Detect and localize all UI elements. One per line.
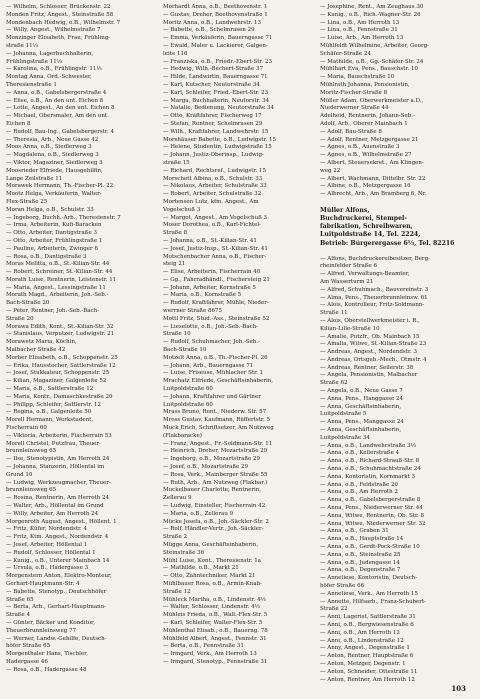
directory-entry: — Anna, Witwe, Niederwerner Str. 32 xyxy=(320,520,426,527)
directory-entry: Mross Gustav, Kaufmann, Rüffertstr. 5 xyxy=(163,417,270,424)
directory-entry: werrner Straße 8675 xyxy=(163,308,222,315)
directory-entry: weg 22 xyxy=(320,167,341,174)
directory-entry: Zellerau 9 xyxy=(163,495,192,502)
directory-entry: — Johanna, Lagerbuchhalterin, xyxy=(6,50,94,57)
directory-entry: — Alois, Kontrolleur, Fritz-Soldmann- xyxy=(320,302,425,309)
directory-entry: — Anna, o.B., Gerdt-Pock-Straße 10 xyxy=(320,544,420,551)
directory-entry: Bach-Straße 10 xyxy=(163,347,207,354)
directory-entry: Frühlingstraße 11⅓ xyxy=(6,58,63,65)
directory-entry: Schäfer-Straße 24 xyxy=(320,50,372,57)
directory-entry: Morell Hermann, Werkstudent, xyxy=(6,417,94,424)
directory-entry: brunnleinsweg 65 xyxy=(6,448,57,455)
directory-entry: Straße 62 xyxy=(320,380,348,387)
directory-entry: — Rudolf, Schuhmacher, Joh.-Seb.- xyxy=(163,339,261,346)
directory-entry: — Walter, Arb., Höllental im Grund xyxy=(6,503,104,509)
directory-entry: — Alfred, Schuhmach., Bauvereinstr. 3 xyxy=(320,286,429,293)
directory-entry: Muckelbauer Charlotte, Rentnerin, xyxy=(163,487,262,494)
directory-entry: Theuerbrunnleinsweg 77 xyxy=(6,627,77,634)
directory-entry: Mühl Luise, Kont., Theresienstr. 1a xyxy=(163,557,262,564)
directory-entry: — Johanna, Stanzerin, Höllental im xyxy=(6,464,105,471)
directory-entry: — Alma, Pens., Theuerbrunnleinsw. 61 xyxy=(320,294,428,301)
directory-entry: — Anna, o.B., Kellerstraße 4 xyxy=(320,450,400,457)
directory-entry: Adelheid, Rentnerin, Johann-Seb.- xyxy=(320,113,415,120)
directory-entry: Moser Dorothea, o.B., Karl-Fichtel- xyxy=(163,222,262,229)
directory-entry: — Irmgard, Stenotyp., Fennstraße 31 xyxy=(163,658,268,665)
directory-entry: — Rosa, o.B., Dantigstraße 3 xyxy=(6,253,87,260)
directory-entry: — Irma, Arbeiterin, Kufi-Baracken xyxy=(6,222,102,229)
directory-entry: — Anna, Pens., Niederwerner Str. 44 xyxy=(320,505,423,512)
directory-entry: — Alfons, Buchdruckereibesitzer, Berg- xyxy=(320,255,430,262)
directory-entry: Mrachatz Elfriede, Geschäftsinhaberin, xyxy=(163,378,274,385)
directory-entry: — Franziska, o.B., Friedr.-Ebert-Str. 23 xyxy=(163,58,272,65)
directory-entry: Mücke Josefa, o.B., Joh.-Säckler-Str. 2 xyxy=(163,518,269,525)
directory-entry: — Otto, Zahntechniker, Markt 21 xyxy=(163,573,256,580)
directory-entry: — Rolf, Händler-Vertr., Joh.-Säckler- xyxy=(163,526,264,533)
directory-entry: Luitpoldstraße 60 xyxy=(163,401,213,408)
directory-entry: — Otto, Arbeiter, Dantigstraße 3 xyxy=(6,230,97,237)
directory-entry: Grund 10 xyxy=(6,471,33,478)
directory-entry: — Otto, Kraftfahrer, Fischerweg 17 xyxy=(163,113,262,120)
directory-entry: — Alfred, Verwaltungs-Beamter, xyxy=(320,271,410,278)
directory-entry: — Helene, Studentin, Ludwigstraße 15 xyxy=(163,144,272,151)
directory-entry: höfer Straße 65 xyxy=(6,643,51,650)
directory-entry: Betrieb: Bürgerergasse 6⅓, Tel. 82216 xyxy=(320,239,455,247)
directory-entry: — Viktor, Magaziner, Siedlerweg 3 xyxy=(6,159,103,166)
directory-entry: Monden Fritz, Angest., Steinstraße 58 xyxy=(6,11,114,18)
directory-entry: — Anna, o.B., Judengasse 14 xyxy=(320,559,400,566)
directory-entry: — Anna, Witwe, Rentnerin, Ob. Str. 8 xyxy=(320,512,424,519)
directory-entry: — Anna, o.B., Schuhmachtstraße 24 xyxy=(320,466,421,473)
directory-entry: — Fritz, Küfer, Nordendstr. 4 xyxy=(6,526,88,533)
directory-entry: — Karl, Kutscher, Neutorstraße 34 xyxy=(163,81,260,88)
directory-entry: — Maria, o.B., Zellerau 9 xyxy=(163,510,234,517)
directory-entry: — Peter, Rentner, Joh.-Seb.-Bach- xyxy=(6,308,100,315)
directory-entry: Straße 65 xyxy=(6,596,34,603)
directory-entry: — Mathilde, o.B., Gg.-Schäfer-Str. 24 xyxy=(320,58,424,65)
directory-entry: — Heinrich, Dreher, Mozartstraße 29 xyxy=(163,448,268,455)
directory-entry: Mühlfeldt Wilhelmine, Arbeiter, Georg- xyxy=(320,42,429,49)
directory-entry: — Anna, Geschäftsinhaberin, xyxy=(320,403,402,410)
directory-entry: Straße 10 xyxy=(163,331,191,338)
directory-entry: Vogelschuß 3 xyxy=(163,206,201,213)
directory-entry: — Johann, Arbeiter, Kornstraße 5 xyxy=(163,284,256,291)
directory-entry: — Anni, o.B., Am Herroth 12 xyxy=(320,629,400,636)
directory-entry: — Anna, o.B., Hauptstraße 14 xyxy=(320,536,404,543)
directory-entry: — Gg., Fahrradhändl., Fischersteig 21 xyxy=(163,276,270,283)
directory-entry: — Rudolf, Bau-Ing., Gabelsbergerstr. 4 xyxy=(6,128,114,135)
directory-entry: — Regina, o.B., Galgenleite 50 xyxy=(6,409,92,416)
directory-entry: — Günter, Bäcker und Konditor, xyxy=(6,619,95,626)
directory-entry: — Adolf, Rentner, Metzgergasse 21 xyxy=(320,136,419,143)
directory-entry: — Adolf, Bau-Straße 8 xyxy=(320,128,382,135)
directory-entry: — Rudolf, Schlosser, Höllental 1 xyxy=(6,549,96,556)
directory-entry: Muck Erich, Schriftsetzer, Am Nutzweg xyxy=(163,425,274,432)
directory-entry: — Anton, Rentner, Am Herroth 12 xyxy=(320,676,415,683)
directory-entry: — Amalia, Witwe, St.-Kilian-Straße 23 xyxy=(320,341,427,348)
directory-column xyxy=(163,4,317,684)
directory-entry: Adolf, Arb., Oberer Mainbach 1 xyxy=(320,120,408,127)
directory-entry: Montag Anna, Ord.-Schwester, xyxy=(6,74,92,81)
directory-entry: — Anna, o.B., Gabelsbergerstraße 8 xyxy=(320,497,421,504)
directory-entry: — Josef, Justiz-Insp., St.-Kilian-Str. 41 xyxy=(163,245,268,252)
directory-entry: Straße 12 xyxy=(163,588,191,595)
directory-entry: — Johanna, o.B., St.-Kilian-Str. 41 xyxy=(163,237,257,244)
directory-entry: — Maria, Bauschstraße 10 xyxy=(320,74,395,81)
directory-entry: — Johann, Justiz-Oberinsp., Ludwig- xyxy=(163,152,264,159)
directory-entry: — Karl, Schleifer, Walter-Flex-Str. 5 xyxy=(163,619,263,626)
directory-entry: — Anny, Angest., Degenstraße 1 xyxy=(320,645,410,652)
directory-entry: — Anneliese, Verk., Am Herroth 15 xyxy=(320,590,418,597)
directory-entry: Moos Anna, o.B., Siedlerweg 3 xyxy=(6,144,92,151)
directory-entry: Steinstraße 36 xyxy=(163,549,205,556)
directory-entry: — Rosina, Rentnerin, Am Herroth 24 xyxy=(6,495,110,502)
directory-entry: Mrass Bruno, Rent., Niederw. Str. 57 xyxy=(163,409,267,416)
directory-entry: — Margot, Angest., Am Vogelschuß 3 xyxy=(163,214,268,221)
directory-entry: — Karl, Schleifer, Fried.-Ebert-Str. 23 xyxy=(163,89,269,96)
directory-entry: — Irmgard, Verk., Am Herroth 13 xyxy=(163,651,257,658)
directory-entry: — Josef, Stukkateur, Schoppenstr. 25 xyxy=(6,370,110,377)
directory-entry: — Theresia, Arb., Neue Gasse 42 xyxy=(6,136,99,143)
directory-entry: — Lieselotte, o.B., Joh.-Seb.-Bach- xyxy=(163,323,259,330)
directory-entry: Morshäuser Babette, o.B., Ludwigstr. 15 xyxy=(163,136,276,143)
directory-entry: — Anna, Pens., Manggasse 24 xyxy=(320,419,404,426)
directory-entry: höfer Straße 66 xyxy=(320,583,365,589)
directory-entry: Straße 11 xyxy=(320,310,348,317)
directory-entry: Moras Melitta, o.B., St.-Kilian-Str. 44 xyxy=(6,261,110,268)
directory-entry: — Amalie, Putzfr., Ob. Mainbach 15 xyxy=(320,333,420,340)
directory-entry: Morgenthaler Hans, Tischler, xyxy=(6,651,88,658)
directory-entry: — Anni, Lagerist, Sattlerstraße 31 xyxy=(320,614,416,621)
directory-columns xyxy=(6,4,474,684)
directory-entry: — Albine, o.B., Metzgergasse 16 xyxy=(320,183,411,190)
directory-entry: — Kunig., o.B., Unterer Mainbach 14 xyxy=(6,557,110,564)
directory-entry: — Viktoria, Arbeiterin, Fischerrain 53 xyxy=(6,432,112,439)
directory-entry: — Annette, Hilfsarb., Franz-Schubert- xyxy=(320,598,427,605)
directory-entry: — Elise, Arbeiterin, Fischerrain 40 xyxy=(163,269,261,276)
directory-entry: — Karolina, o.B., Frühlingstr. 11⅓ xyxy=(6,66,102,73)
directory-entry: rheinfelder Straße 6 xyxy=(320,263,377,270)
directory-entry: — Ludwig, Werkzeugmacher, Theuer- xyxy=(6,479,111,486)
directory-entry: — Ingeborg, o.B., Mozartstraße 29 xyxy=(163,456,261,463)
directory-entry: Mügge Anna, Geschäftsinhaberin, xyxy=(163,541,259,548)
directory-entry: Flex-Straße 25 xyxy=(6,198,48,205)
directory-entry: Kilian-Lille-Straße 10 xyxy=(320,325,380,332)
directory-entry: — Berta, Arb., Gerhart-Hauptmann- xyxy=(6,604,107,611)
directory-entry: (Flakbaracke) xyxy=(163,432,202,439)
directory-entry: Morawetz Maria, Köchin, xyxy=(6,339,77,346)
directory-entry: Mühlbauer Rosa, o.B., Armin-Knab- xyxy=(163,580,263,587)
directory-entry: — Anton, Schneider, Ottestraße 11 xyxy=(320,668,418,675)
directory-entry: Morath Magd., Arbeiterin, Joh.-Seb.- xyxy=(6,292,109,299)
directory-entry: straße 15 xyxy=(163,159,190,166)
directory-entry: — Willy, Arbeiter, Am Herroth 24 xyxy=(6,510,99,517)
directory-entry: Moritz Anna, o.B., Landwehrstr. 13 xyxy=(163,19,261,26)
directory-column xyxy=(6,4,160,684)
directory-entry: — Wilhelm, Schlosser, Brückenstr. 22 xyxy=(6,4,111,10)
directory-entry: Mortensen Lutz, kfm. Angest., Am xyxy=(163,198,259,205)
directory-entry: Mühlhart Eva, Pens., Bauschstr. 10 xyxy=(320,66,418,73)
directory-entry: fabrikation, Schreibwaren, xyxy=(320,223,413,231)
directory-entry: — Werner, Landw.-Gehilfe, Deutsch- xyxy=(6,635,107,642)
directory-entry: — Kilian, Magaziner, Galgenleite 52 xyxy=(6,378,107,385)
directory-entry: — Ilse, Stenotypistin, Am Herroth 24 xyxy=(6,456,110,463)
directory-entry: — Elise, o.B., An den unt. Eichen 8 xyxy=(6,97,104,104)
directory-entry: — Anna, o.B., Gabelsbergerstraße 4 xyxy=(6,89,107,96)
directory-entry: Mühlenthal Elisab., o.B., Bauerng. 78 xyxy=(163,627,268,634)
directory-entry: Fischerrain 60 xyxy=(6,425,47,432)
directory-entry: — Josephine, Rent., Am Zeughaus 30 xyxy=(320,4,424,10)
directory-entry xyxy=(320,199,474,207)
directory-entry: — Andreas, Angest., Nordendstr. 3 xyxy=(320,349,417,356)
directory-entry: straße 11⅓ xyxy=(6,42,38,49)
directory-entry: — Kunig., o.B., Rich.-Wagner-Str. 26 xyxy=(320,11,421,18)
directory-entry: — Michael, Obersmaler, Am den unt. xyxy=(6,113,109,120)
directory-entry: — Philipp, Schleifer, Sattlerstr. 12 xyxy=(6,401,101,408)
directory-entry: — Anna, o.B., Steinstraße 25 xyxy=(320,551,401,558)
directory-entry: — Stanislaus, Verputzer, Ludwigstr. 21 xyxy=(6,331,115,338)
directory-entry: — Anneliese, Kontoristin, Deutsch- xyxy=(320,575,418,582)
directory-entry: — Pauline, Arbeiterin, Zwinger 6 xyxy=(6,245,98,252)
directory-entry: — Richard, Rechtsref., Ludwigstr. 15 xyxy=(163,167,266,174)
directory-entry: — Willy, Angest., Wilhelmstraße 7 xyxy=(6,27,101,34)
directory-entry: — Walter, Schlosser, Lindenstr. 4⅓ xyxy=(163,604,260,611)
directory-entry: — Anna, o.B., Graben 31 xyxy=(320,528,389,535)
directory-entry: — Fritz, Ktm. Angest., Nordendstr. 4 xyxy=(6,534,109,541)
directory-entry: — Rudolf, Kraftfahrer, Mühle, Nieder- xyxy=(163,300,269,307)
directory-entry: Luitpoldstraße 5 xyxy=(320,411,367,418)
directory-entry: Lange Zeilstraße 11 xyxy=(6,175,63,182)
directory-entry: steig 21 xyxy=(163,261,186,268)
directory-entry: — Natalie, Bedienung, Neutorstraße 34 xyxy=(163,105,274,112)
directory-entry: — Franz, Angest., Fr.-Soldmann-Str. 11 xyxy=(163,440,273,447)
directory-entry: Moosrieder Elfriede, Hausgehilfin, xyxy=(6,167,103,174)
directory-entry: Buchdruckerei, Stempel- xyxy=(320,214,407,222)
directory-entry: Morhardt Anna, o.B., Beethovenstr. 1 xyxy=(163,4,268,10)
directory-entry: Morath Luise, Rentnerin, Leistenstr. 11 xyxy=(6,276,117,283)
directory-entry: Morgenroth August, Angest., Höllent. 1 xyxy=(6,518,117,525)
directory-entry: — Ludwig, Einsteller, Fischerrain 42 xyxy=(163,503,266,509)
directory-entry: — Albert, Wachmann, Dittelbr. Str. 22 xyxy=(320,175,426,182)
directory-entry: — Babette, Stenotyp., Deutschhöfer xyxy=(6,588,107,595)
directory-entry: — Josef, Arbeiter, Höllental 1 xyxy=(6,541,88,548)
directory-entry: Monzinger Elisabeth, Frau, Frühling- xyxy=(6,35,111,42)
directory-entry: — Anton, Rentner, Hauptstraße 6 xyxy=(320,653,414,660)
directory-entry: — Mathilde, o.B., Markt 21 xyxy=(163,565,239,572)
directory-entry: — Luise, Arb., Am Herroth 13 xyxy=(320,35,404,42)
directory-entry: — Anna, o.B., Landwehrstraße 3⅓ xyxy=(320,442,416,449)
directory-entry: Eichen 8 xyxy=(6,120,31,127)
directory-entry: — Robert, Arbeiter, Schulstraße 32 xyxy=(163,191,262,198)
directory-entry: — Gustav, Dreher, Beethovenstraße 1 xyxy=(163,11,268,18)
directory-entry: — Marga, Buchhalterin, Neutorstr. 34 xyxy=(163,97,270,104)
directory-entry: — Otto, Arbeiter, Frühlingstraße 1 xyxy=(6,237,103,244)
directory-entry: — Albrecht, Arb., Am Bramberg 6, Nr. xyxy=(320,191,427,198)
directory-entry: — Agnes, o.B., Wilhelmstraße 27 xyxy=(320,152,412,159)
directory-entry: Straße 20 xyxy=(6,315,34,322)
directory-entry: Luitpoldstraße 34 xyxy=(320,434,370,441)
directory-entry: Mootz Helga, Verkäuferin, Walter- xyxy=(6,191,102,198)
directory-entry: — Emma, Verkäuferin, Bauerngasse 71 xyxy=(163,35,273,42)
directory-entry: Hadergasse 46 xyxy=(6,658,48,665)
directory-entry: — Anna, Kontoristin, Kornmarkt 3 xyxy=(320,473,415,480)
directory-entry: Mondenbach Hedwig, o.B., Wilhelmstr. 7 xyxy=(6,19,121,26)
directory-entry: Mühleck Martha, o.B., Lindenstr. 4⅓ xyxy=(163,596,266,603)
directory-entry: Straße 4 xyxy=(6,612,31,619)
directory-entry: — Maria, o.B., Kornstraße 5 xyxy=(163,292,242,299)
directory-entry: — Lina, o.B., Am Herroth 13 xyxy=(320,19,400,26)
directory-entry: Morawek Hermann, Th.-Fischer-Pl. 22 xyxy=(6,183,114,190)
directory-entry: — Andreas, Rentner, Seilerstr. 38 xyxy=(320,364,414,371)
directory-entry: Müller Alfons, xyxy=(320,206,370,214)
directory-entry: — Josef, o.B., Mozartstraße 29 xyxy=(163,464,249,471)
directory-entry: — Maria, Kontr., Damaschkestraße 20 xyxy=(6,393,113,400)
directory-entry: Straße 22 xyxy=(320,606,348,613)
directory-entry: Gerhart-Hauptmann-Str. 4 xyxy=(6,580,80,587)
directory-entry: Morschett Albina, o.B., Schulstr. 33 xyxy=(163,175,263,182)
directory-entry: — Hedwig, Wilh.-Bechert-Straße 37 xyxy=(163,66,263,73)
directory-entry: — Hilde, Landwirtin, Bauerngasse 71 xyxy=(163,74,268,81)
directory-entry: Morber Elisabeth, o.B., Schoppenstr. 25 xyxy=(6,354,118,361)
directory-entry: — Lotte, Angest., An den unt. Eichen 8 xyxy=(6,105,115,112)
directory-entry: — Anna, o.B., Richard-Strauß-Str. 8 xyxy=(320,458,420,465)
directory-entry: — Ingeborg, Buchh.-Arb., Theresienstr. 7 xyxy=(6,214,121,221)
page-number: 103 xyxy=(451,684,466,693)
directory-entry: — Babette, o.B., Schelmrasen 29 xyxy=(163,27,255,34)
directory-entry: Morawa Edith, Kont., St.-Kilian-Str. 32 xyxy=(6,323,114,330)
directory-entry: — Ewald, Maler u. Lackierer, Galgen- xyxy=(163,42,268,49)
directory-entry: Niederwerner Straße 44 xyxy=(320,105,389,112)
directory-entry: brunnleinsweg 65 xyxy=(6,487,57,494)
directory-entry: — Wilh., Kraftfahrer, Landwehrstr. 15 xyxy=(163,128,269,135)
directory-entry: — Magdalena, o.B., Siedlerweg 3 xyxy=(6,152,99,159)
directory-entry: — Ursula, o.B., Hadergasse 3 xyxy=(6,565,89,572)
directory-entry: — Luise, Friseuse, Mühlacher Str. 1 xyxy=(163,370,264,377)
directory-entry: — Anna, o.B., Feldstraße 20 xyxy=(320,481,398,488)
directory-entry: Mühlfeld Albert, Angest., Fennstr. 31 xyxy=(163,635,267,642)
directory-entry: — Alois, Oberstellwerkmeister i. R., xyxy=(320,317,420,324)
directory-entry: Motschenbacher Anna, o.B., Fischer- xyxy=(163,253,267,260)
directory-entry: Luitpoldstraße 60 xyxy=(163,386,213,393)
directory-entry: Mühleis Frieda, o.B., Wall.-Flex-Str. 5 xyxy=(163,612,268,619)
directory-entry: — Andreas, Ortsgeb.-Mech., Otmstr. 4 xyxy=(320,356,427,363)
directory-entry: Straße 8 xyxy=(163,230,188,237)
directory-entry: — Johann, Arb., Bauerngasse 71 xyxy=(163,362,254,369)
directory-entry: — Anna, Pens., Hanggasse 24 xyxy=(320,395,403,402)
directory-entry: — Lina, o.B., Fennstraße 31 xyxy=(320,27,398,34)
directory-entry: Moran Helga, o.B., Schulstr. 33 xyxy=(6,206,94,213)
directory-entry: Mühlrath Johanna, Pensionistin, xyxy=(320,81,410,88)
directory-entry: — Maria, Angest., Lessingstraße 11 xyxy=(6,284,106,291)
directory-entry: — Ruth, Arb., Am Nutzweg (Flakbar.) xyxy=(163,479,268,486)
directory-entry: Straße 2 xyxy=(163,534,188,541)
directory-entry: Theresienstraße 1 xyxy=(6,81,57,88)
directory-entry: Luitpoldstraße 14, Tel. 2224, xyxy=(320,231,421,239)
directory-entry: — Rosa, o.B., Hadergasse 48 xyxy=(6,666,87,673)
directory-entry: Mottl Fritz, Stud.-Ass., Steinstraße 52 xyxy=(163,315,270,322)
directory-entry: — Rosa, Verk., Mainberger Straße 55 xyxy=(163,471,268,478)
directory-entry: — Agnes, o.B., Auenstraße 3 xyxy=(320,144,400,151)
directory-entry xyxy=(320,248,474,256)
directory-entry: — Maria, o.B., Sattlerstraße 12 xyxy=(6,386,94,393)
directory-entry: — Anton, Metzger, Degenstr. 1 xyxy=(320,660,406,667)
directory-entry: — Angela, o.B., Neue Gasse 7 xyxy=(320,388,403,395)
directory-entry: Moritz-Fischer-Straße 8 xyxy=(320,89,388,96)
directory-entry: — Anna, o.B., Am Herroth 2 xyxy=(320,489,398,496)
directory-entry: Am Wasserturm 21 xyxy=(320,278,374,285)
directory-entry: — Berta, o.B., Fennstraße 31 xyxy=(163,643,244,650)
directory-entry: — Angela, Pensionistin, Malbacher xyxy=(320,372,418,379)
directory-entry: leite 116 xyxy=(163,50,188,57)
directory-column xyxy=(320,4,474,684)
directory-entry: — Albert, Steuersekret., Am Klingen- xyxy=(320,159,424,166)
directory-entry: — Anni, o.B., Lindenstraße 12 xyxy=(320,637,404,644)
directory-entry: Morell Christel, Putzfrau, Theuer- xyxy=(6,440,101,447)
directory-entry: — Anna, o.B., Degenstraße 7 xyxy=(320,567,401,574)
directory-entry: Malbacher Straße 42 xyxy=(6,347,66,354)
directory-entry: — Johann, Kraftfahrer und Gärtner xyxy=(163,393,261,400)
directory-entry: — Anni, o.B., Bergwiesenstraße 6 xyxy=(320,621,414,628)
directory-entry: Motzelt Anna, o.B., Th.-Fischer-Pl. 26 xyxy=(163,354,268,361)
directory-entry: Bach-Straße 20 xyxy=(6,300,50,307)
directory-entry: — Anna, Geschäftsinhaberin, xyxy=(320,427,402,434)
directory-entry: — Robert, Schreiner, St.-Kilian-Str. 44 xyxy=(6,269,113,276)
directory-entry: Morgenstern Anton, Elektro-Monteur, xyxy=(6,573,112,580)
directory-entry: Müller Adam, Oberwerkmeister a.D., xyxy=(320,97,424,104)
directory-entry: — Erika, Hausstocher, Sattlerstraße 12 xyxy=(6,362,116,369)
directory-entry: — Stefan, Rentner, Schelmrasen 29 xyxy=(163,120,263,127)
directory-entry: — Nikolaus, Arbeiter, Schulstraße 33 xyxy=(163,183,267,190)
